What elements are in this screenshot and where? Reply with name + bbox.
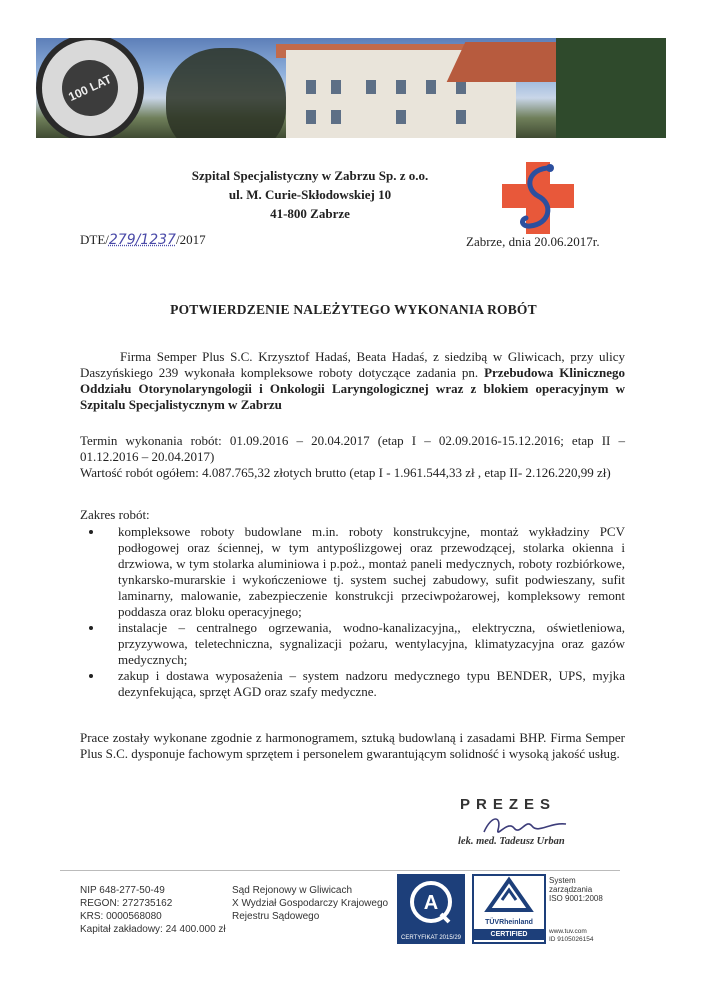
stamp-name: lek. med. Tadeusz Urban (458, 836, 565, 847)
intro-paragraph: Firma Semper Plus S.C. Krzysztof Hadaś, Beata Hadaś, z siedzibą w Gliwicach, przy ulicy Daszyńskiego 239 wykonała kompleksowe roboty dotyczące zadania pn. Przebudowa Klinicznego Oddziału Otorynolaryngologii i Onkologii Laryngologicznej wraz z blokiem operacyjnym w Szpitalu Specjalistycznym w Zabrzu (80, 349, 626, 412)
list-item: • zakup i dostawa wyposażenia – system nadzoru medycznego typu BENDER, UPS, myjka dezynfekująca, sprzęt AGD oraz szafy medyczne. (104, 668, 625, 700)
scope-label: Zakres robót: (80, 507, 150, 522)
hospital-city: 41-800 Zabrze (270, 206, 350, 221)
value-paragraph: Wartość robót ogółem: 4.087.765,32 złotych brutto (etap I - 1.961.544,33 zł , etap II- 2.126.220,99 zł) (80, 465, 611, 480)
anniversary-seal (36, 38, 144, 138)
svg-text:A: A (423, 892, 439, 914)
q-certificate-icon (397, 874, 465, 930)
scope-list (80, 524, 625, 700)
header-banner-photo (36, 38, 666, 138)
document-date: Zabrze, dnia 20.06.2017r. (466, 234, 600, 249)
hospital-address-block (160, 166, 460, 223)
document-title: POTWIERDZENIE NALEŻYTEGO WYKONANIA ROBÓT (170, 302, 537, 317)
signature-stamp (440, 796, 610, 856)
footer-divider (60, 870, 620, 871)
tuv-id-label: www.tuv.com ID 9105026154 (549, 928, 594, 943)
handwritten-reference: 279/1237 (108, 232, 176, 248)
tree-shape (166, 48, 286, 138)
document-reference: DTE/279/1237/2017 (80, 232, 206, 248)
seal-text: 100 LAT (53, 51, 127, 125)
list-item: • kompleksowe roboty budowlane m.in. roboty konstrukcyjne, montaż wykładziny PCV podłogowej oraz ściennej, w tym antypoślizgowej oraz przewodzącej, stolarka okienna i drzwiowa, w tym stolarka aluminiowa i p.poż., montaż paneli medycznych, roboty rozbiórkowe, tynkarsko-murarskie i wykończeniowe tj. system suchej zabudowy, sufit podwieszany, sufit laminarny, malowanie, zabezpieczenie konstrukcji przeciwpożarowej, kompleksowy remont poddasza oraz bloku operacyjnego; (104, 524, 625, 620)
hospital-name: Szpital Specjalistyczny w Zabrzu Sp. z o.o. (191, 168, 429, 183)
hospital-street: ul. M. Curie-Skłodowskiej 10 (228, 187, 392, 202)
hospital-logo-icon (498, 158, 578, 238)
term-paragraph: Termin wykonania robót: 01.09.2016 – 20.04.2017 (etap I – 02.09.2016-15.12.2016; etap II – 01.12.2016 – 20.04.2017) (80, 433, 625, 464)
iso-system-label: System zarządzania ISO 9001:2008 (549, 876, 603, 903)
project-name: Przebudowa Klinicznego Oddziału Otorynolaryngologii i Onkologii Laryngologicznej wraz z blokiem operacyjnym w Szpitalu Specjalistycznym w Zabrzu (80, 365, 626, 412)
quality-certificate-badge: A CERTYFIKAT 2015/29 (397, 874, 465, 944)
closing-paragraph: Prace zostały wykonane zgodnie z harmonogramem, sztuką budowlaną i zasadami BHP. Firma Semper Plus S.C. dysponuje fachowym sprzętem i personelem gwarantującym solidność i wysoką jakość usług. (80, 730, 625, 761)
footer-court-info: Sąd Rejonowy w Gliwicach X Wydział Gospodarczy Krajowego Rejestru Sądowego (232, 885, 389, 922)
list-item: • instalacje – centralnego ogrzewania, wodno-kanalizacyjna,, elektryczna, oświetleniowa, przyzywowa, teletechniczna, sygnalizacji pożaru, wentylacyjna, klimatyzacyjna oraz gazów medycznych; (104, 620, 625, 668)
stamp-title: PREZES (460, 796, 557, 813)
footer-company-ids: NIP 648-277-50-49 REGON: 272735162 KRS: 0000568080 Kapitał zakładowy: 24 400.000 zł (80, 885, 226, 935)
tuv-certificate-badge: TÜVRheinland CERTIFIED (472, 874, 546, 944)
tuv-triangle-icon (474, 876, 544, 914)
tree-foliage (556, 38, 666, 138)
